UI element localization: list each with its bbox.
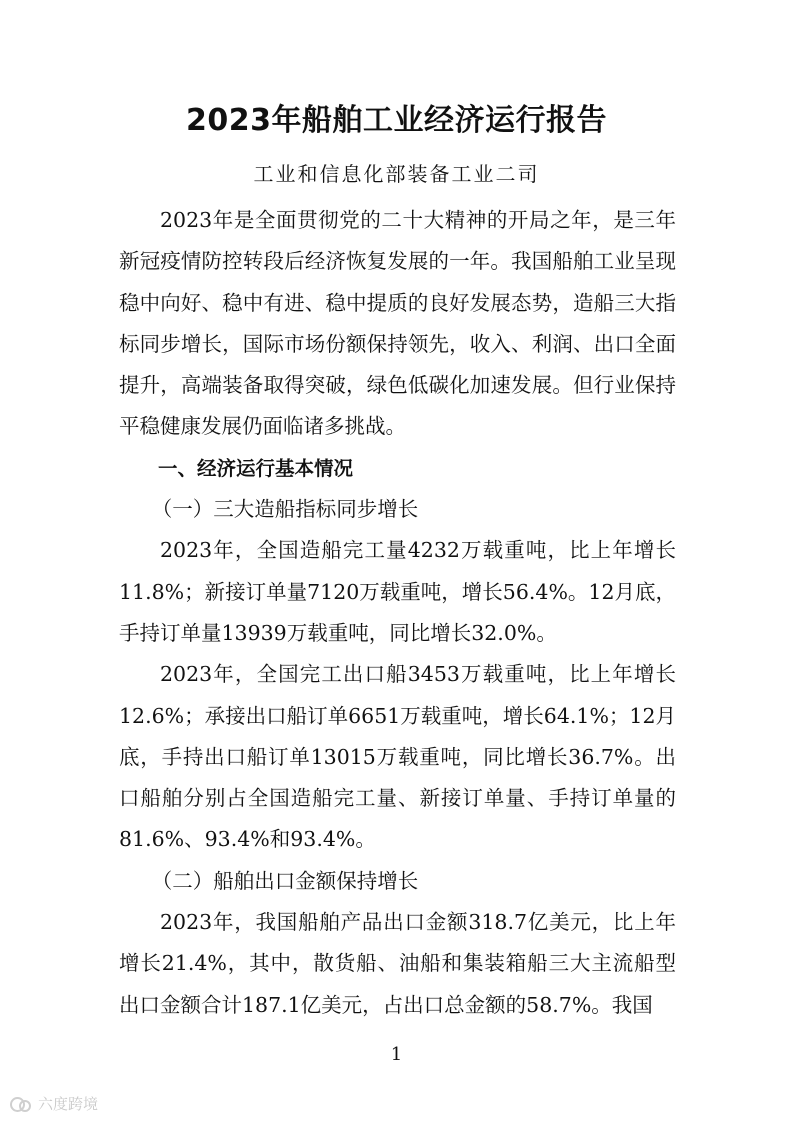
- document-author: 工业和信息化部装备工业二司: [253, 162, 540, 186]
- subsection-heading-1: （一）三大造船指标同步增长: [151, 497, 419, 522]
- watermark-logo-icon: [10, 1095, 32, 1113]
- paragraph-shipbuilding-indicators: 2023年，全国造船完工量4232万载重吨，比上年增长11.8%；新接订单量7120万载重吨，增长56.4%。12月底，手持订单量13939万载重吨，同比增长32.0%。: [119, 538, 677, 645]
- document-title: 2023年船舶工业经济运行报告: [186, 103, 607, 138]
- paragraph-intro: 2023年是全面贯彻党的二十大精神的开局之年，是三年新冠疫情防控转段后经济恢复发展的一年。我国船舶工业呈现稳中向好、稳中有进、稳中提质的良好发展态势，造船三大指标同步增长，国际市场份额保持领先，收入、利润、出口全面提升，高端装备取得突破，绿色低碳化加速发展。但行业保持平稳健康发展仍面临诸多挑战。: [119, 208, 676, 439]
- watermark: [10, 1094, 98, 1114]
- subsection-heading-2: （二）船舶出口金额保持增长: [151, 868, 419, 893]
- paragraph-export-value: 2023年，我国船舶产品出口金额318.7亿美元，比上年增长21.4%，其中，散货船、油船和集装箱船三大主流船型出口金额合计187.1亿美元，占出口总金额的58.7%。我国: [119, 910, 676, 1017]
- paragraph-export-ships: 2023年，全国完工出口船3453万载重吨，比上年增长12.6%；承接出口船订单6651万载重吨，增长64.1%；12月底，手持出口船订单13015万载重吨，同比增长36.7%。出口船舶分别占全国造船完工量、新接订单量、手持订单量的81.6%、93.4%和93.4%。: [119, 662, 677, 852]
- watermark-text: 六度跨境: [38, 1095, 99, 1113]
- section-heading-1: 一、经济运行基本情况: [158, 456, 354, 480]
- page-number: 1: [390, 1044, 403, 1065]
- document-body: [119, 200, 676, 1026]
